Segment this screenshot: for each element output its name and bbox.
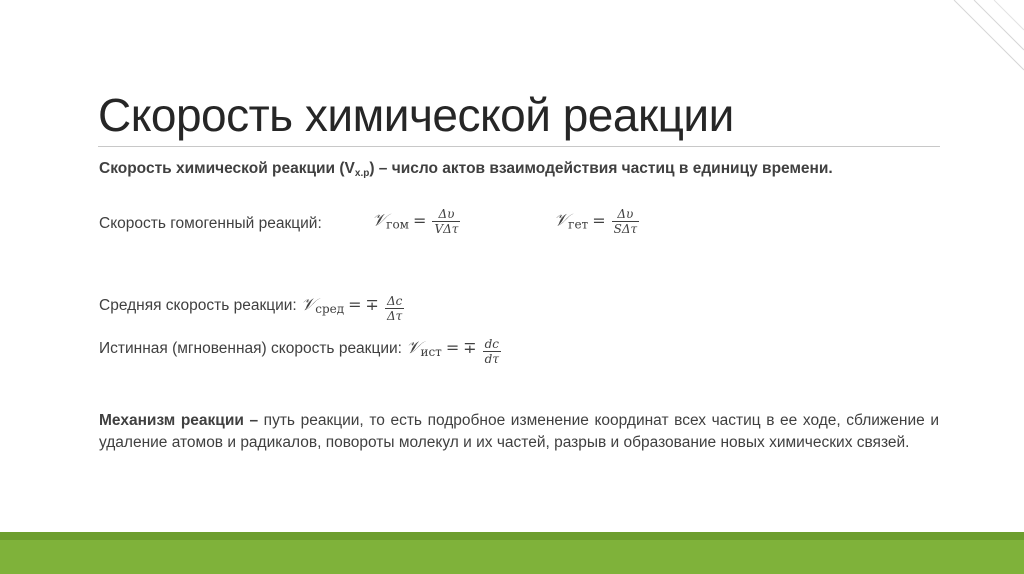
formula-var: 𝒱 (372, 210, 387, 231)
formula-fraction (432, 207, 460, 236)
formula-sign: ∓ (463, 338, 477, 357)
formula-sub: ист (420, 345, 442, 359)
formula-sign: ∓ (365, 295, 379, 314)
instant-row: Истинная (мгновенная) скорость реакции: 𝒱ист = ∓ $\frac{\text{𝑑𝑐}}{\text{𝑑𝜏}}$ (99, 337, 500, 366)
fraction-denominator: 𝑉Δ𝜏 (434, 222, 459, 236)
fraction-numerator: 𝑑𝑐 (484, 337, 500, 351)
formula-sub: гом (386, 217, 410, 232)
fraction-denominator: 𝑆Δ𝜏 (613, 222, 638, 236)
formula-fraction (385, 294, 404, 323)
footer-band-dark (0, 532, 1024, 540)
fraction-numerator: Δ𝜐 (612, 207, 640, 222)
homogeneous-row (99, 207, 638, 236)
definition-lead: Скорость химической реакции (V (99, 160, 355, 177)
formula-heterogeneous: 𝒱гет = $\frac{\text{Δ𝜐}}{\text{𝑆Δ𝜏}}$ (554, 207, 638, 236)
homogeneous-label: Скорость гомогенный реакций: (99, 215, 322, 232)
title-divider (98, 146, 940, 147)
corner-decoration (934, 0, 1024, 80)
mechanism-paragraph (99, 410, 939, 454)
definition-rest: ) – число актов взаимодействия частиц в единицу времени. (369, 160, 833, 177)
mechanism-term: Механизм реакции – (99, 412, 259, 429)
definition-subscript: х.р (354, 168, 370, 179)
formula-var: 𝒱 (301, 295, 316, 315)
slide-title: Скорость химической реакции (98, 89, 734, 141)
average-row: Средняя скорость реакции: 𝒱сред = ∓ $\frac{\text{Δ𝑐}}{\text{Δ𝜏}}$ (99, 294, 403, 323)
instant-label: Истинная (мгновенная) скорость реакции: (99, 340, 402, 357)
definition-paragraph (99, 158, 929, 185)
formula-var: 𝒱 (406, 338, 421, 358)
formula-var: 𝒱 (554, 210, 569, 231)
mechanism-text: путь реакции, то есть подробное изменение координат всех частиц в ее ходе, сближение и удаление атомов и радикалов, повороты молекул и их частей, разрыв и образование новых химических связей. (99, 412, 939, 451)
formula-homogeneous: 𝒱гом = $\frac{\text{Δ𝜐}}{\text{𝑉Δ𝜏}}$ (372, 207, 459, 236)
formula-sub: гет (568, 217, 589, 232)
formula-sub: сред (315, 302, 345, 316)
formula-fraction (483, 337, 501, 366)
fraction-denominator: Δ𝜏 (386, 309, 403, 323)
fraction-denominator: 𝑑𝜏 (484, 352, 499, 366)
fraction-numerator: Δ𝑐 (386, 294, 403, 308)
formula-fraction (612, 207, 640, 236)
footer-band (0, 540, 1024, 574)
average-label: Средняя скорость реакции: (99, 297, 297, 314)
fraction-numerator: Δ𝜐 (432, 207, 460, 222)
